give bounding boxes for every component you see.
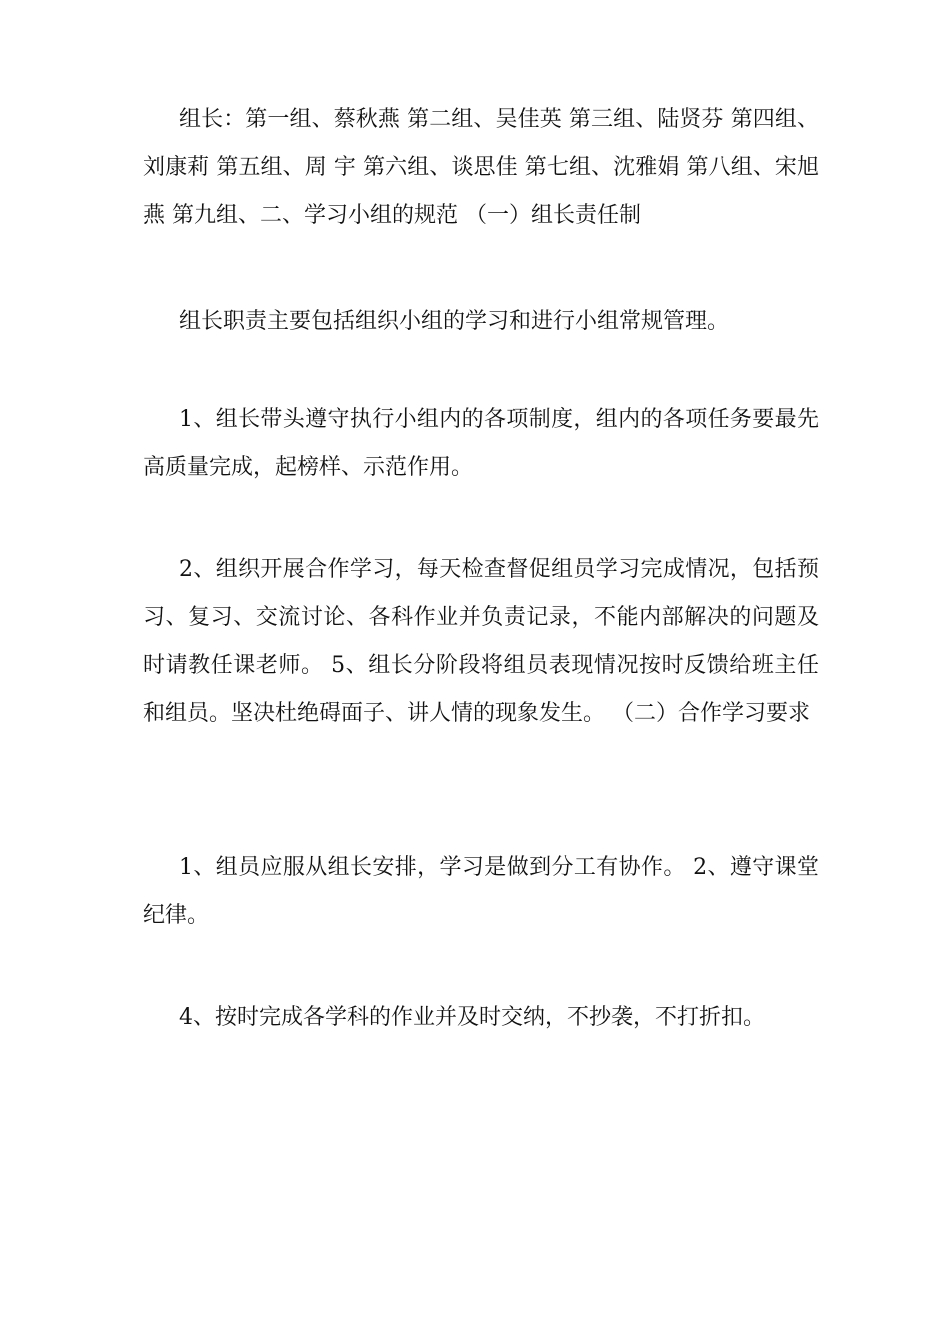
paragraph-member-requirements: 1、组员应服从组长安排，学习是做到分工有协作。 2、遵守课堂纪律。 (143, 855, 819, 928)
paragraph-leader-duties: 组长职责主要包括组织小组的学习和进行小组常规管理。 (179, 309, 730, 334)
paragraph-homework-requirement: 4、按时完成各学科的作业并及时交纳，不抄袭，不打折扣。 (179, 1005, 765, 1030)
paragraph-group-leaders: 组长：第一组、蔡秋燕 第二组、吴佳英 第三组、陆贤芬 第四组、刘康莉 第五组、周 宇 第六组、谈思佳 第七组、沈雅娟 第八组、宋旭燕 第九组、二、学习小组的规范 （一）组长责任制 (143, 107, 819, 228)
paragraph-item-1-leader-example: 1、组长带头遵守执行小组内的各项制度，组内的各项任务要最先高质量完成，起榜样、示范作用。 (143, 407, 819, 480)
paragraph-item-2-organize-study: 2、组织开展合作学习，每天检查督促组员学习完成情况，包括预习、复习、交流讨论、各科作业并负责记录，不能内部解决的问题及时请教任课老师。 5、组长分阶段将组员表现情况按时反馈给班主任和组员。坚决杜绝碍面子、讲人情的现象发生。 （二）合作学习要求 (143, 557, 819, 726)
